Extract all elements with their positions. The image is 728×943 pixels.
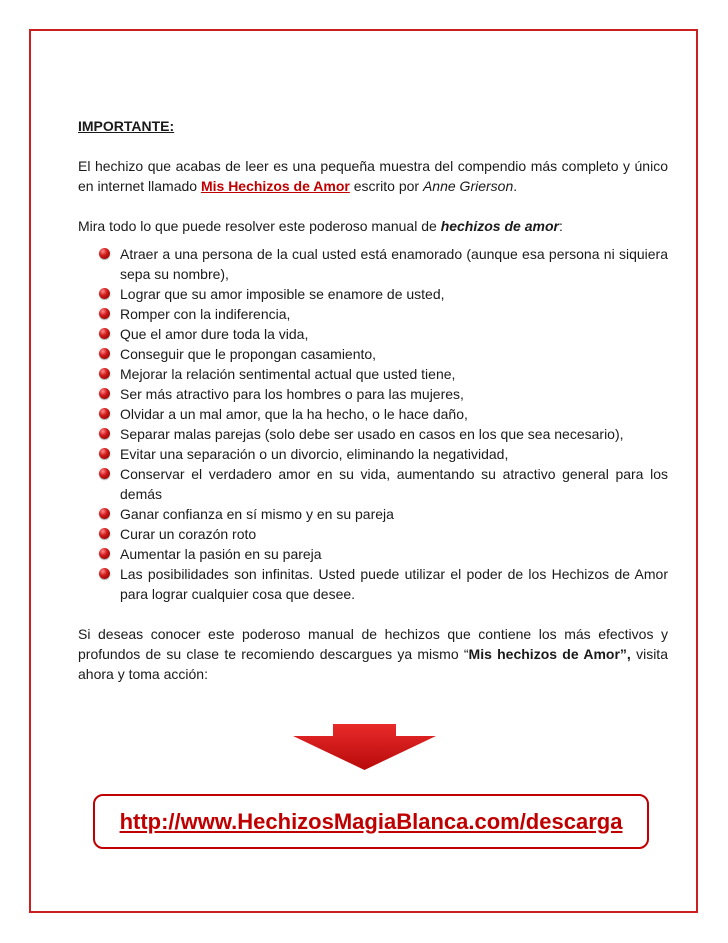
red-sphere-bullet-icon [99,528,110,539]
download-link-box [93,794,649,849]
benefits-list [78,244,668,604]
list-item-text: Ser más atractivo para los hombres o para las mujeres, [120,386,464,402]
list-item-text: Aumentar la pasión en su pareja [120,546,322,562]
list-item-text: Romper con la indiferencia, [120,306,291,322]
list-item [120,244,668,284]
closing-text: Si deseas conocer este poderoso manual de hechizos que contiene los más efectivos y profundos de su clase te recomiendo descargues ya mismo “ [78,626,668,662]
red-sphere-bullet-icon [99,248,110,259]
product-link[interactable]: Mis Hechizos de Amor [200,178,350,194]
list-item-text: Lograr que su amor imposible se enamore de usted, [120,286,445,302]
down-arrow-icon [293,724,436,770]
red-sphere-bullet-icon [99,348,110,359]
list-item-text: Mejorar la relación sentimental actual que usted tiene, [120,366,456,382]
red-sphere-bullet-icon [99,428,110,439]
list-item [120,504,668,524]
list-item [120,304,668,324]
heading: IMPORTANTE: [78,118,175,134]
red-sphere-bullet-icon [99,288,110,299]
list-item [120,544,668,564]
list-item [120,284,668,304]
red-sphere-bullet-icon [99,568,110,579]
list-item [120,324,668,344]
red-sphere-bullet-icon [99,468,110,479]
lead-emphasis: hechizos de amor [440,218,559,234]
list-item-text: Separar malas parejas (solo debe ser usado en casos en los que sea necesario), [120,426,624,442]
list-item-text: Las posibilidades son infinitas. Usted puede utilizar el poder de los Hechizos de Amor para lograr cualquier cosa que desee. [120,566,668,602]
red-sphere-bullet-icon [99,548,110,559]
list-item-text: Atraer a una persona de la cual usted está enamorado (aunque esa persona ni siquiera sepa su nombre), [120,246,668,282]
document-body [78,116,668,684]
list-item-text: Olvidar a un mal amor, que la ha hecho, o le hace daño, [120,406,468,422]
closing-emphasis: Mis hechizos de Amor”, [468,646,631,662]
list-item [120,444,668,464]
red-sphere-bullet-icon [99,448,110,459]
list-item [120,524,668,544]
red-sphere-bullet-icon [99,368,110,379]
download-link[interactable]: http://www.HechizosMagiaBlanca.com/descarga [119,808,623,834]
list-item-text: Conseguir que le propongan casamiento, [120,346,377,362]
intro-text: El hechizo que acabas de leer es una pequeña muestra del compendio más completo y único en internet llamado [78,158,668,194]
intro-paragraph [78,156,668,196]
list-item-text: Evitar una separación o un divorcio, eliminando la negatividad, [120,446,509,462]
red-sphere-bullet-icon [99,328,110,339]
red-sphere-bullet-icon [99,408,110,419]
red-sphere-bullet-icon [99,308,110,319]
intro-end: . [513,178,518,194]
list-item-text: Que el amor dure toda la vida, [120,326,309,342]
list-item [120,464,668,504]
closing-paragraph [78,624,668,684]
list-item [120,384,668,404]
closing-end: visita ahora y toma acción: [78,646,668,682]
list-item-text: Conservar el verdadero amor en su vida, aumentando su atractivo general para los demás [120,466,668,502]
list-item [120,344,668,364]
intro-middle: escrito por [349,178,423,194]
red-sphere-bullet-icon [99,388,110,399]
list-item-text: Curar un corazón roto [120,526,257,542]
lead-end: : [558,218,563,234]
lead-paragraph [78,216,668,236]
list-item-text: Ganar confianza en sí mismo y en su pareja [120,506,394,522]
red-sphere-bullet-icon [99,508,110,519]
lead-text: Mira todo lo que puede resolver este poderoso manual de [78,218,441,234]
list-item [120,564,668,604]
list-item [120,364,668,384]
list-item [120,404,668,424]
author-name: Anne Grierson [422,178,514,194]
list-item [120,424,668,444]
